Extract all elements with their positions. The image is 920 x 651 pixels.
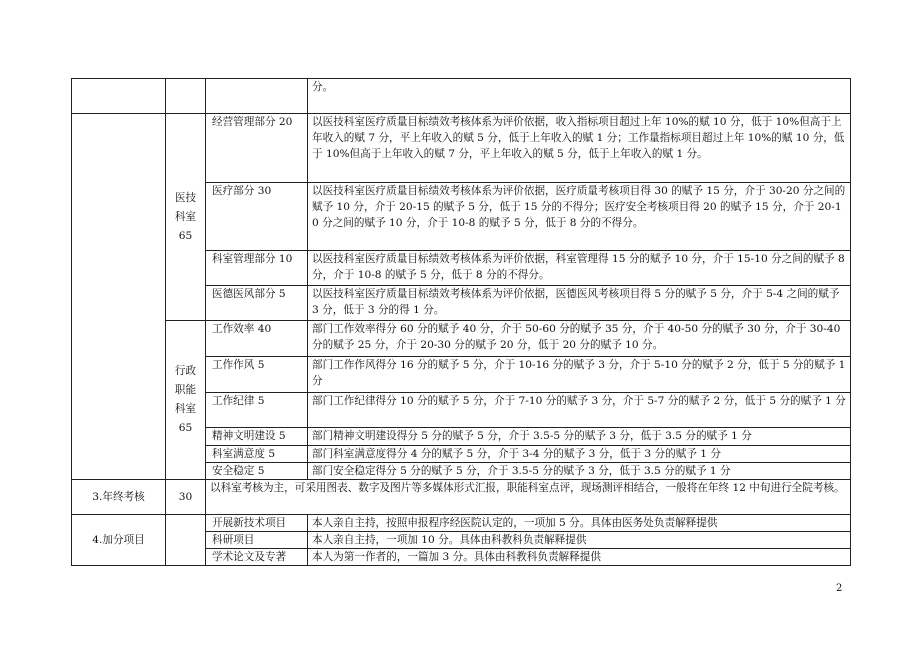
item-label: 学术论文及专著	[206, 549, 308, 566]
table-cell	[166, 79, 206, 114]
admin-label: 行政 职能 科室 65	[166, 321, 206, 480]
bonus-score-cell	[166, 515, 206, 566]
table-cell	[72, 79, 166, 114]
item-label: 工作纪律 5	[206, 393, 308, 428]
assessment-table	[71, 78, 851, 566]
item-label: 科室满意度 5	[206, 446, 308, 463]
item-desc: 部门工作效率得分 60 分的赋予 40 分，介于 50-60 分的赋予 35 分，介于 40-50 分的赋予 30 分，介于 30-40 分的赋予 25 分，介于 20-30 分的赋予 20 分，低于 20 分的赋予 10 分。	[308, 321, 851, 357]
item-label: 医德医风部分 5	[206, 286, 308, 321]
item-desc: 部门安全稳定得分 5 分的赋予 5 分，介于 3.5-5 分的赋予 3 分，低于 3.5 分的赋予 1 分	[308, 463, 851, 480]
table-row	[72, 321, 851, 357]
item-label: 安全稳定 5	[206, 463, 308, 480]
year-end-label: 3.年终考核	[72, 480, 166, 515]
item-label: 经营管理部分 20	[206, 114, 308, 183]
item-label: 医疗部分 30	[206, 183, 308, 251]
item-desc: 以医技科室医疗质量目标绩效考核体系为评价依据，收入指标项目超过上年 10%的赋 10 分，低于 10%但高于上年收入的赋 7 分，平上年收入的赋 5 分，低于上年收入的赋 1 分；工作量指标项目超过上年 10%的赋 10 分，低于 10%但高于上年收入的赋 7 分，平上年收入的赋 5 分，低于上年收入的赋 1 分。	[308, 114, 851, 183]
item-label: 科室管理部分 10	[206, 251, 308, 286]
bonus-label: 4.加分项目	[72, 515, 166, 566]
item-desc: 部门工作作风得分 16 分的赋予 5 分，介于 10-16 分的赋予 3 分，介于 5-10 分的赋予 2 分，低于 5 分的赋予 1 分	[308, 357, 851, 393]
medtech-label: 医技 科室 65	[166, 114, 206, 321]
item-desc: 本人亲自主持，一项加 10 分。具体由科教科负责解释提供	[308, 532, 851, 549]
item-desc: 本人亲自主持，按照申报程序经医院认定的，一项加 5 分。具体由医务处负责解释提供	[308, 515, 851, 532]
item-label: 工作作风 5	[206, 357, 308, 393]
table-row	[72, 515, 851, 532]
year-end-desc: 以科室考核为主，可采用图表、数字及图片等多媒体形式汇报，职能科室点评，现场测评相结合，一般将在年终 12 中旬进行全院考核。	[206, 480, 851, 515]
top-row-text: 分。	[308, 79, 851, 114]
item-desc: 本人为第一作者的，一篇加 3 分。具体由科教科负责解释提供	[308, 549, 851, 566]
item-label: 开展新技术项目	[206, 515, 308, 532]
table-row	[72, 114, 851, 183]
item-desc: 以医技科室医疗质量目标绩效考核体系为评价依据，医疗质量考核项目得 30 的赋予 15 分，介于 30-20 分之间的赋予 10 分，介于 20-15 的赋予 5 分，低于 15 分的不得分；医疗安全考核项目得 20 的赋予 15 分，介于 20-10 分之间的赋予 10 分，介于 10-8 的赋予 5 分，低于 8 分的不得分。	[308, 183, 851, 251]
item-desc: 以医技科室医疗质量目标绩效考核体系为评价依据，科室管理得 15 分的赋予 10 分，介于 15-10 分之间的赋予 8 分，介于 10-8 的赋予 5 分，低于 8 分的不得分。	[308, 251, 851, 286]
section-category-cell	[72, 114, 166, 480]
table-row	[72, 79, 851, 114]
table-cell	[206, 79, 308, 114]
table-row	[72, 480, 851, 515]
item-desc: 以医技科室医疗质量目标绩效考核体系为评价依据，医德医风考核项目得 5 分的赋予 5 分，介于 5-4 之间的赋予 3 分，低于 3 分的得 1 分。	[308, 286, 851, 321]
item-desc: 部门工作纪律得分 10 分的赋予 5 分，介于 7-10 分的赋予 3 分，介于 5-7 分的赋予 2 分，低于 5 分的赋予 1 分	[308, 393, 851, 428]
item-desc: 部门科室满意度得分 4 分的赋予 5 分，介于 3-4 分的赋予 3 分，低于 3 分的赋予 1 分	[308, 446, 851, 463]
year-end-score: 30	[166, 480, 206, 515]
item-label: 精神文明建设 5	[206, 428, 308, 446]
item-label: 科研项目	[206, 532, 308, 549]
page-number: 2	[836, 583, 843, 594]
item-desc: 部门精神文明建设得分 5 分的赋予 5 分，介于 3.5-5 分的赋予 3 分，低于 3.5 分的赋予 1 分	[308, 428, 851, 446]
item-label: 工作效率 40	[206, 321, 308, 357]
